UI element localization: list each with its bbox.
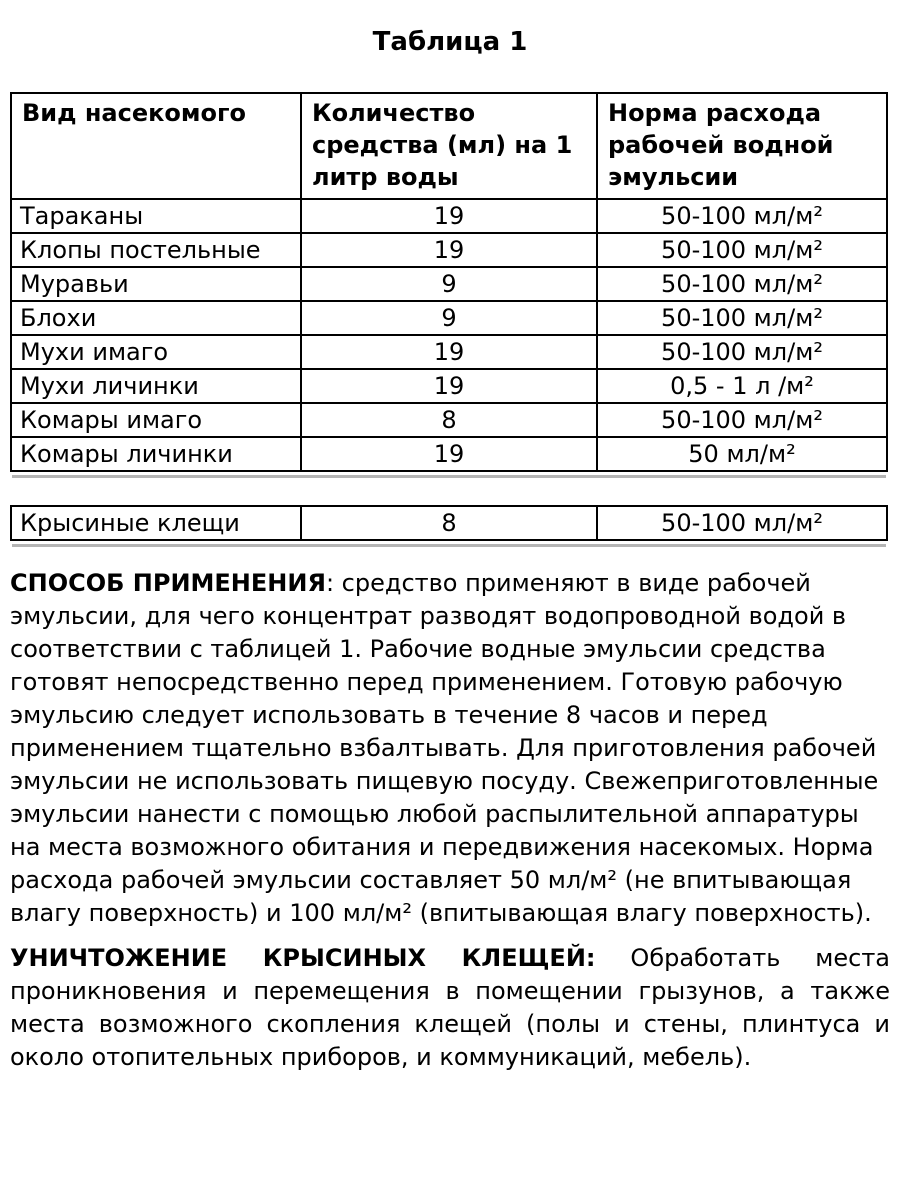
dosage-table <box>10 92 888 472</box>
table-cell-amount: 19 <box>301 335 597 369</box>
table-cell-rate: 50-100 мл/м² <box>597 199 887 233</box>
header-line: рабочей водной <box>608 131 834 159</box>
paragraph-rat-mites-separator <box>596 944 631 972</box>
table-cell-rate: 50-100 мл/м² <box>597 301 887 335</box>
table-cell-species: Комары имаго <box>11 403 301 437</box>
header-line: Количество <box>312 99 476 127</box>
table-row <box>11 369 887 403</box>
table-row <box>11 335 887 369</box>
table-row <box>11 437 887 471</box>
table-cell-amount: 8 <box>301 506 597 540</box>
table-cell-amount: 19 <box>301 437 597 471</box>
paragraph-rat-mites-body: Обработать места проникновения и перемещения в помещении грызунов, а также места возможного скопления клещей (полы и стены, плинтуса и около отопительных приборов, и коммуникаций, мебель). <box>10 944 891 1071</box>
table-cell-species: Клопы постельные <box>11 233 301 267</box>
table-row <box>11 301 887 335</box>
table-cell-species: Крысиные клещи <box>11 506 301 540</box>
table-cell-amount: 19 <box>301 199 597 233</box>
table-cell-rate: 0,5 - 1 л /м² <box>597 369 887 403</box>
header-line: Вид насекомого <box>22 99 247 127</box>
table-header-rate <box>597 93 887 199</box>
table-header-species <box>11 93 301 199</box>
table-cell-species: Мухи имаго <box>11 335 301 369</box>
page-title: Таблица 1 <box>372 27 528 57</box>
table-cell-rate: 50-100 мл/м² <box>597 403 887 437</box>
table-row <box>11 267 887 301</box>
table-cell-species: Мухи личинки <box>11 369 301 403</box>
paragraph-rat-mites <box>10 942 890 1074</box>
table-cell-species: Муравьи <box>11 267 301 301</box>
paragraph-usage <box>10 567 890 930</box>
table-cell-rate: 50-100 мл/м² <box>597 233 887 267</box>
table-cell-rate: 50-100 мл/м² <box>597 506 887 540</box>
table-cell-species: Тараканы <box>11 199 301 233</box>
paragraph-rat-mites-heading: УНИЧТОЖЕНИЕ КРЫСИНЫХ КЛЕЩЕЙ: <box>10 944 596 972</box>
rat-mite-table <box>10 505 888 541</box>
header-line: Норма расхода <box>608 99 822 127</box>
table-cell-rate: 50 мл/м² <box>597 437 887 471</box>
paragraph-usage-heading: СПОСОБ ПРИМЕНЕНИЯ <box>10 569 326 597</box>
table-row <box>11 506 887 540</box>
header-line: литр воды <box>312 163 459 191</box>
paragraph-usage-separator: : <box>325 569 342 597</box>
table-cell-amount: 9 <box>301 267 597 301</box>
table-row <box>11 199 887 233</box>
paragraph-usage-body: средство применяют в виде рабочей эмульсии, для чего концентрат разводят водопроводной водой в соответствии с таблицей 1. Рабочие водные эмульсии средства готовят непосредственно перед применением. Готовую рабочую эмульсию следует использовать в течение 8 часов и перед применением тщательно взбалтывать. Для приготовления рабочей эмульсии не использовать пищевую посуду. Свежеприготовленные эмульсии нанести с помощью любой распылительной аппаратуры на места возможного обитания и передвижения насекомых. Норма расхода рабочей эмульсии составляет 50 мл/м² (не впитывающая влагу поверхность) и 100 мл/м² (впитывающая влагу поверхность). <box>10 569 879 927</box>
table-row <box>11 403 887 437</box>
table-cell-species: Блохи <box>11 301 301 335</box>
table-header-row <box>11 93 887 199</box>
table-header-amount <box>301 93 597 199</box>
header-line: средства (мл) на 1 <box>312 131 573 159</box>
table-cell-amount: 8 <box>301 403 597 437</box>
table-cell-amount: 19 <box>301 369 597 403</box>
table-cell-amount: 9 <box>301 301 597 335</box>
table-cell-species: Комары личинки <box>11 437 301 471</box>
table-cell-rate: 50-100 мл/м² <box>597 267 887 301</box>
header-line: эмульсии <box>608 163 739 191</box>
table-cell-rate: 50-100 мл/м² <box>597 335 887 369</box>
table-cell-amount: 19 <box>301 233 597 267</box>
table-row <box>11 233 887 267</box>
